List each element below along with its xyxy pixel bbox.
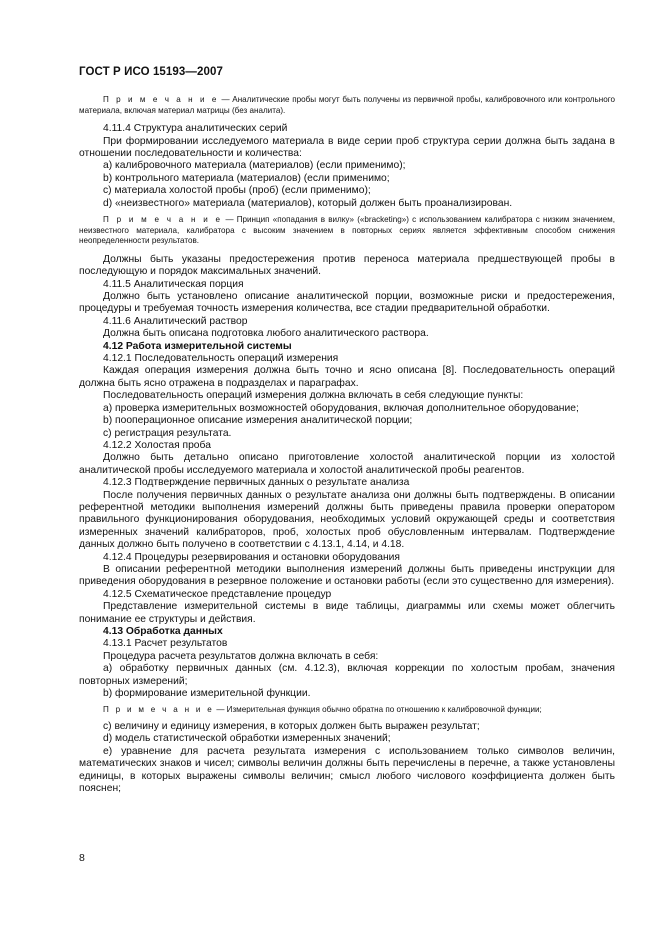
- section-4-12-5-text: Представление измерительной системы в виде таблицы, диаграммы или схемы может облегчить понимание ее структуры и действия.: [79, 601, 615, 625]
- section-4-11-4-heading: 4.11.4 Структура аналитических серий: [103, 123, 288, 135]
- list-item: c) материала холостой пробы (проб) (если применимо);: [103, 185, 371, 197]
- list-item: b) формирование измерительной функции.: [103, 688, 311, 700]
- list-item: c) величину и единицу измерения, в которых должен быть выражен результат;: [103, 721, 480, 733]
- section-4-11-5-text: Должно быть установлено описание аналитической порции, возможные риски и предостережения, процедуры и требуемая точность измерения количества, все стадии предварительной обработки.: [79, 291, 615, 315]
- section-4-12-1-heading: 4.12.1 Последовательность операций измерения: [103, 353, 339, 365]
- section-4-12-2-text: Должно быть детально описано приготовление холостой аналитической порции из холостой аналитической пробы исследуемого материала и холостой аналитической пробы реагентов.: [79, 452, 615, 476]
- section-4-13-1-heading: 4.13.1 Расчет результатов: [103, 638, 228, 650]
- document-header: ГОСТ Р ИСО 15193—2007: [79, 66, 224, 78]
- note-text: — Измерительная функция обычно обратна по отношению к калибровочной функции;: [216, 705, 542, 715]
- page-content: [79, 95, 615, 795]
- list-item: d) «неизвестного» материала (материалов), который должен быть проанализирован.: [103, 197, 513, 209]
- section-4-12-2-heading: 4.12.2 Холостая проба: [103, 439, 211, 451]
- list-item: a) обработку первичных данных (см. 4.12.3), включая коррекции по холостым пробам, значения повторных измерений;: [79, 663, 615, 687]
- list-item: e) уравнение для расчета результата измерения с использованием только символов величин, математических знаков и чисел; символы величин должны быть перечислены в перечне, а также установлены единицы, в которых выражены символы величин; смысл любого числового коэффициента должен быть пояснен;: [79, 745, 615, 795]
- section-4-12-3-heading: 4.12.3 Подтверждение первичных данных о результате анализа: [103, 477, 410, 489]
- note-text: — Принцип «попадания в вилку» («bracketing») с использованием калибратора с низким значением, неизвестного материала, калибратора с высоким значением в повторных сериях является эффективным способом снижения неопределенности результатов.: [79, 215, 615, 246]
- section-4-12-heading: 4.12 Работа измерительной системы: [103, 340, 292, 352]
- note-bracketing: [79, 215, 615, 247]
- precautions-paragraph: Должны быть указаны предостережения против переноса материала предшествующей пробы в последующую и порядок максимальных значений.: [79, 253, 615, 278]
- section-4-11-4-text: При формировании исследуемого материала в виде серии проб структура серии должна быть задана в отношении последовательности и количества:: [79, 135, 615, 159]
- section-4-12-3-text: После получения первичных данных о результате анализа они должны быть подтверждены. В описании референтной методики выполнения измерений должны быть приведены правила проверки оператором правильного функционирования оборудования, необходимых условий окружающей среды и соответствия измеренных значений калибраторов, проб, холостых проб обусловленным интервалам. Подтверждение данных должно быть получено в соответствии с 4.13.1, 4.14, и 4.18.: [79, 489, 615, 551]
- list-item: d) модель статистической обработки измеренных значений;: [103, 733, 391, 745]
- list-item: c) регистрация результата.: [103, 427, 232, 439]
- note-text: — Аналитические пробы могут быть получены из первичной пробы, калибровочного или контрольного материала, включая материал матрицы (без аналита).: [79, 95, 615, 115]
- list-item: b) пооперационное описание измерения аналитической порции;: [103, 415, 413, 427]
- note-analytical-samples: [79, 95, 615, 116]
- list-item: a) проверка измерительных возможностей оборудования, включая дополнительное оборудование;: [103, 402, 579, 414]
- section-4-12-1-text: Каждая операция измерения должна быть точно и ясно описана [8]. Последовательность операций должна быть ясно отражена в подразделах и параграфах.: [79, 365, 615, 389]
- list-item: b) контрольного материала (материалов) (если применимо;: [103, 172, 390, 184]
- section-4-12-4-text: В описании референтной методики выполнения измерений должны быть приведены инструкции для приведения оборудования в резервное положение и остановки работы (если это существенно для измерения).: [79, 563, 615, 588]
- section-4-11-6-text: Должна быть описана подготовка любого аналитического раствора.: [103, 328, 429, 340]
- note-measurement-function: [79, 705, 615, 716]
- list-item: a) калибровочного материала (материалов) (если применимо);: [103, 160, 406, 172]
- note-label: П р и м е ч а н и е: [103, 95, 219, 104]
- page-number: 8: [79, 852, 85, 864]
- section-4-12-4-heading: 4.12.4 Процедуры резервирования и остановки оборудования: [103, 551, 400, 563]
- note-label: П р и м е ч а н и е: [103, 215, 223, 225]
- section-4-13-heading: 4.13 Обработка данных: [103, 626, 223, 637]
- section-4-13-1-text: Процедура расчета результатов должна включать в себя:: [103, 650, 379, 662]
- section-4-11-5-heading: 4.11.5 Аналитическая порция: [103, 278, 244, 290]
- section-4-12-1-list-intro: Последовательность операций измерения должна включать в себя следующие пункты:: [103, 390, 524, 402]
- note-label: П р и м е ч а н и е: [103, 705, 215, 715]
- section-4-11-6-heading: 4.11.6 Аналитический раствор: [103, 315, 248, 327]
- section-4-12-5-heading: 4.12.5 Схематическое представление процедур: [103, 588, 332, 600]
